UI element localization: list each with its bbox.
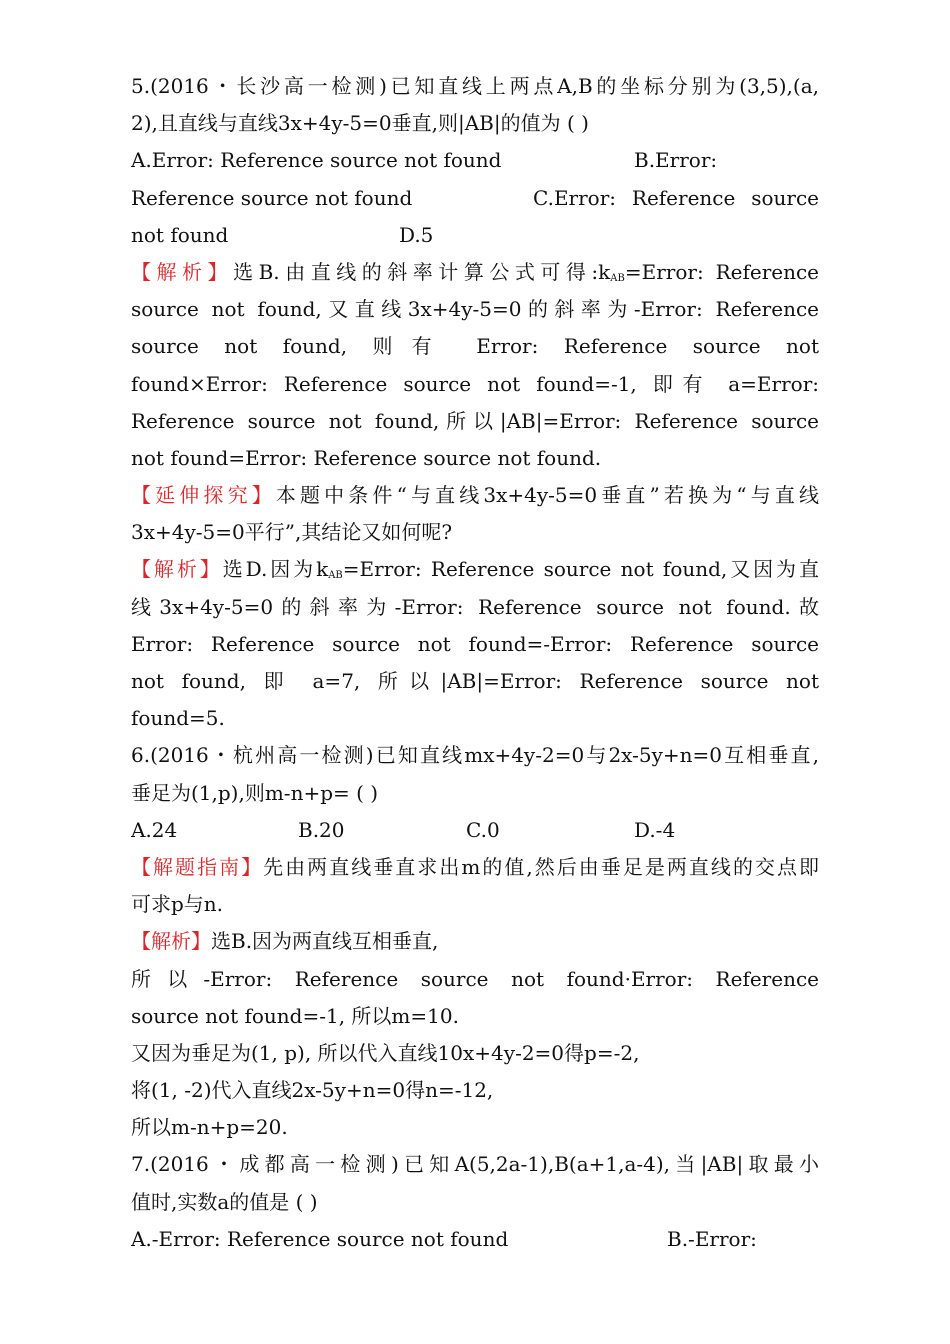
option-a: A.24	[131, 817, 178, 842]
question-5-options-line-2	[131, 180, 819, 217]
analysis-text-cont: =Error: Reference source not found,又因为直	[342, 557, 819, 582]
option-d: D.-4	[634, 817, 676, 842]
option-b-end: Reference source not found	[131, 185, 413, 210]
question-6-options	[131, 812, 819, 849]
option-a: A.-Error: Reference source not found	[131, 1226, 509, 1251]
analysis-tag: 【解析】	[131, 259, 234, 284]
q6-analysis-line-6: 所以m-n+p=20.	[131, 1115, 288, 1140]
guide-line-2: 可求p与n.	[131, 892, 224, 917]
question-5-options-line-3	[131, 217, 819, 254]
q6-analysis-line-3: source not found=-1, 所以m=10.	[131, 1003, 459, 1028]
question-7-options-line-1	[131, 1221, 819, 1258]
option-b: B.20	[298, 817, 345, 842]
analysis-tag: 【解析】	[131, 929, 211, 954]
extension-line-1	[131, 477, 819, 514]
extension-text: 本题中条件“与直线3x+4y-5=0垂直”若换为“与直线	[275, 483, 819, 508]
guide-text: 先由两直线垂直求出m的值,然后由垂足是两直线的交点即	[263, 854, 819, 879]
q6-analysis-line-5: 将(1, -2)代入直线2x-5y+n=0得n=-12,	[131, 1078, 494, 1103]
option-a: A.Error: Reference source not found	[131, 148, 502, 173]
question-7-stem-line-1: 7.(2016・成都高一检测)已知A(5,2a-1),B(a+1,a-4),当|AB|取最小	[131, 1152, 819, 1177]
option-c: C.0	[466, 817, 500, 842]
q6-analysis-line-2: 所以-Error: Reference source not found·Error: Reference	[131, 966, 819, 991]
question-5-stem-line-2: 2),且直线与直线3x+4y-5=0垂直,则|AB|的值为 ( )	[131, 111, 589, 136]
q5-analysis-line-5: Reference source not found,所以|AB|=Error: Reference source	[131, 408, 819, 433]
analysis-text: 选D.因为k	[222, 557, 329, 582]
subscript-ab: AB	[610, 272, 625, 284]
question-7-stem-line-2: 值时,实数a的值是 ( )	[131, 1189, 318, 1214]
extension-analysis-line-4: not found, 即 a=7, 所以|AB|=Error: Reference source not	[131, 669, 819, 693]
extension-analysis-line-2: 线3x+4y-5=0的斜率为-Error: Reference source not found.故	[131, 594, 819, 619]
guide-line-1	[131, 849, 819, 886]
question-6-stem-line-1: 6.(2016・杭州高一检测)已知直线mx+4y-2=0与2x-5y+n=0互相垂直,	[131, 743, 819, 768]
question-6-stem-line-2: 垂足为(1,p),则m-n+p= ( )	[131, 780, 379, 805]
q5-analysis-line-2: source not found,又直线3x+4y-5=0的斜率为-Error: Reference	[131, 297, 819, 322]
extension-analysis-line-1	[131, 551, 819, 588]
option-d: D.5	[399, 222, 434, 247]
option-c: C.Error: Reference source	[533, 185, 819, 210]
q5-analysis-line-4: found×Error: Reference source not found=-1, 即有 a=Error:	[131, 371, 819, 396]
analysis-text-cont: =Error: Reference	[624, 259, 819, 284]
q5-analysis-line-3: source not found, 则有 Error: Reference source not	[131, 334, 819, 359]
q6-analysis-line-1	[131, 923, 819, 960]
option-c-end: not found	[131, 222, 229, 247]
question-5-options-line-1	[131, 142, 819, 179]
document-page	[131, 68, 819, 1258]
extension-line-2: 3x+4y-5=0平行”,其结论又如何呢?	[131, 520, 453, 545]
extension-analysis-line-5: found=5.	[131, 706, 225, 731]
q5-analysis-line-6: not found=Error: Reference source not found.	[131, 445, 602, 470]
subscript-ab: AB	[328, 570, 343, 582]
q5-analysis-line-1	[131, 254, 819, 291]
extension-tag: 【延伸探究】	[131, 483, 276, 508]
guide-tag: 【解题指南】	[131, 854, 264, 879]
analysis-text: 选B.因为两直线互相垂直,	[211, 929, 439, 954]
analysis-text: 选B.由直线的斜率计算公式可得:k	[233, 259, 611, 284]
option-b-start: B.-Error:	[667, 1226, 757, 1251]
question-5-stem-line-1: 5.(2016・长沙高一检测)已知直线上两点A,B的坐标分别为(3,5),(a,	[131, 74, 819, 98]
extension-analysis-line-3: Error: Reference source not found=-Error: Reference source	[131, 631, 819, 656]
q6-analysis-line-4: 又因为垂足为(1, p), 所以代入直线10x+4y-2=0得p=-2,	[131, 1040, 640, 1065]
option-b-start: B.Error:	[634, 148, 718, 173]
analysis-tag: 【解析】	[131, 557, 223, 582]
